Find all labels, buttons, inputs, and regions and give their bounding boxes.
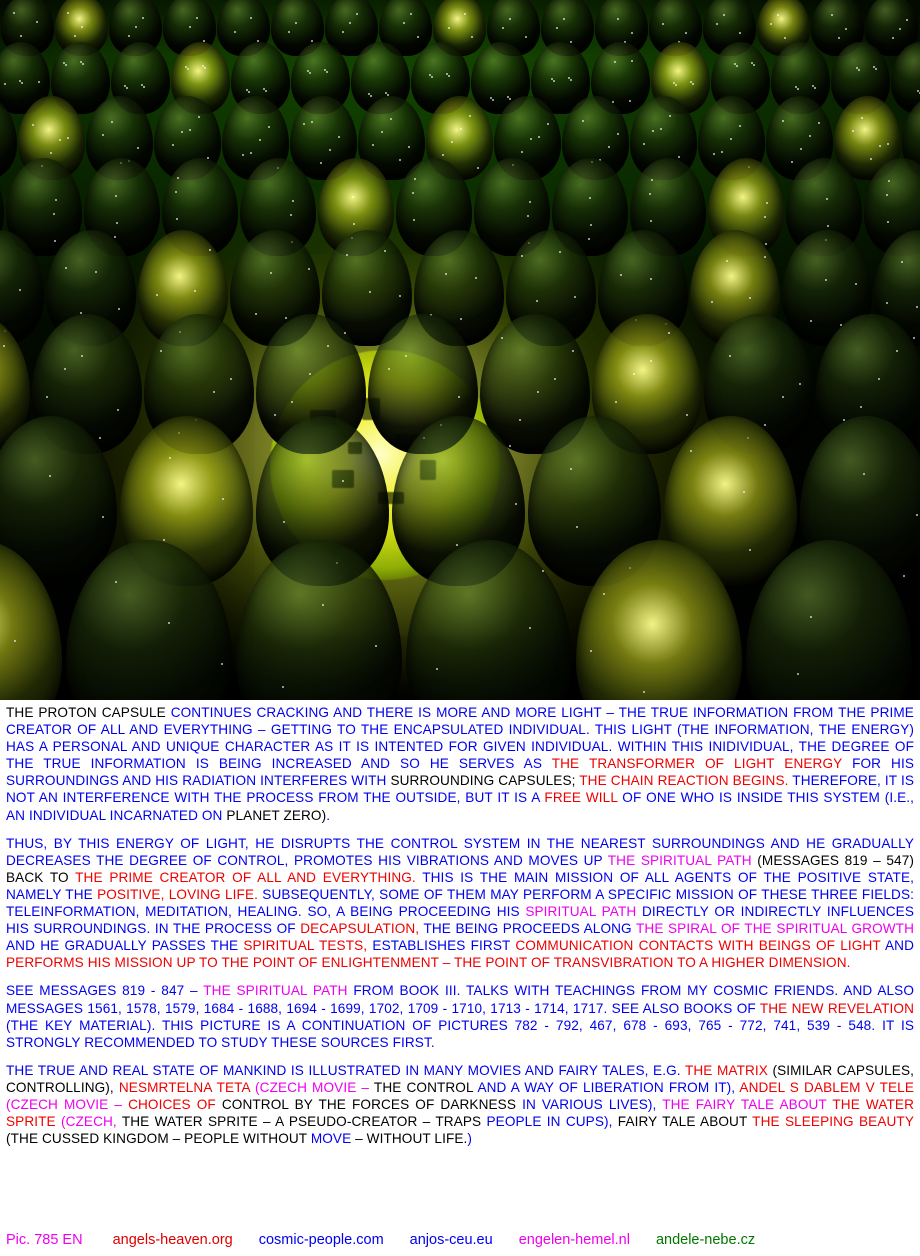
text-run: POSITIVE, LOVING LIFE. bbox=[97, 886, 258, 902]
text-run: ESTABLISHES FIRST bbox=[367, 938, 516, 954]
text-run: COMMUNICATION CONTACTS WITH BEINGS OF LIGHT bbox=[515, 938, 886, 954]
text-run: THE SLEEPING BEAUTY bbox=[752, 1114, 915, 1130]
text-run: PEOPLE IN CUPS), bbox=[486, 1114, 618, 1130]
footer-link[interactable]: andele-nebe.cz bbox=[655, 1232, 756, 1248]
text-run: THE BEING PROCEEDS ALONG bbox=[419, 921, 636, 937]
text-run: THE CONTROL bbox=[373, 1079, 478, 1095]
text-run: CHOICES OF bbox=[128, 1096, 222, 1112]
text-run: THE PROTON CAPSULE bbox=[6, 705, 171, 720]
text-run: (SIMILAR CAPSULES, CONTROLLING), bbox=[6, 1062, 914, 1095]
text-run: (MESSAGES 819 – 547) BACK TO bbox=[6, 852, 914, 885]
paragraph-1 bbox=[4, 704, 916, 824]
text-run: MOVE bbox=[310, 1131, 356, 1147]
text-run: AND HE GRADUALLY PASSES THE bbox=[6, 938, 244, 954]
text-run: SUBSEQUENTLY, SOME OF THEM MAY PERFORM A SPECIFIC MISSION OF THESE THREE FIELDS: TELEINFORMATION, MEDITATION, HEALING. SO, A BEING PROCEEDING HIS bbox=[6, 886, 914, 920]
text-run: PERFORMS HIS MISSION UP TO THE POINT OF ENLIGHTENMENT – THE POINT OF TRANSVIBRATION TO A HIGHER DIMENSION. bbox=[6, 955, 851, 971]
paragraph-4 bbox=[4, 1062, 916, 1147]
text-run: OF ONE WHO IS INSIDE THIS SYSTEM (I.E., AN INDIVIDUAL INCARNATED ON bbox=[6, 790, 915, 823]
text-run: THE NEW REVELATION bbox=[759, 1000, 914, 1016]
text-block bbox=[0, 700, 920, 1256]
text-run: DECAPSULATION, bbox=[300, 921, 420, 937]
footer-link[interactable]: cosmic-people.com bbox=[258, 1232, 384, 1248]
paragraph-3 bbox=[4, 982, 916, 1050]
paragraph-2 bbox=[4, 835, 916, 972]
text-run: – WITHOUT LIFE. bbox=[355, 1131, 468, 1147]
text-run: (THE CUSSED KINGDOM – PEOPLE WITHOUT bbox=[6, 1131, 311, 1147]
text-run: ANDEL S DABLEM V TELE bbox=[739, 1079, 914, 1095]
text-run: SURROUNDING CAPSULES; bbox=[386, 773, 580, 789]
text-run: AND A WAY OF LIBERATION FROM IT), bbox=[477, 1079, 740, 1095]
text-run: THE MATRIX bbox=[684, 1062, 773, 1078]
text-run: FREE WILL bbox=[544, 790, 623, 806]
text-run: FOR HIS SURROUNDINGS AND HIS RADIATION INTERFERES WITH bbox=[6, 756, 914, 789]
text-run: THUS, BY THIS ENERGY OF LIGHT, HE DISRUPTS THE CONTROL SYSTEM IN THE NEAREST SURROUNDINGS AND HE GRADUALLY DECREASES THE DEGREE OF CONTROL, PROMOTES HIS VIBRATIONS AND MOVES UP bbox=[6, 835, 914, 868]
text-run: AND bbox=[885, 938, 915, 954]
text-run: THE SPIRITUAL PATH bbox=[607, 852, 758, 868]
text-run: (CZECH MOVIE – bbox=[6, 1096, 129, 1112]
text-run: SEE MESSAGES 819 - 847 – bbox=[6, 983, 204, 999]
text-run: THIS IS THE MAIN MISSION OF ALL AGENTS OF THE POSITIVE STATE, NAMELY THE bbox=[6, 869, 914, 902]
text-run: THE TRANSFORMER OF LIGHT ENERGY bbox=[551, 756, 853, 772]
text-run: . bbox=[326, 807, 331, 823]
text-run: PLANET ZERO) bbox=[226, 807, 327, 823]
text-run: FAIRY TALE ABOUT bbox=[617, 1114, 753, 1130]
text-run: THE SPIRITUAL PATH bbox=[203, 983, 354, 999]
text-run: THE WATER SPRITE bbox=[6, 1096, 914, 1130]
text-run: SPIRITUAL PATH bbox=[525, 904, 642, 920]
text-run: (CZECH, bbox=[60, 1114, 122, 1130]
text-run: CONTINUES CRACKING AND THERE IS MORE AND MORE LIGHT – THE TRUE INFORMATION FROM THE PRIME CREATOR OF ALL AND EVERYTHING – GETTING TO THE ENCAPSULATED INDIVIDUAL. THIS LIGHT (THE INFORMATION, THE ENERGY) HAS A PERSONAL AND UNIQUE CHARACTER AS IT IS INTENTED FOR GIVEN INDIVIDUAL. WITHIN THIS INIDIVIDUAL, THE DEGREE OF THE TRUE INFORMATION IS BEING INCREASED AND SO HE SERVES AS bbox=[6, 705, 914, 772]
text-run: THE PRIME CREATOR OF ALL AND EVERYTHING. bbox=[75, 869, 416, 885]
footer-links-bar bbox=[0, 1232, 920, 1248]
text-run: THE SPIRAL OF THE SPIRITUAL GROWTH bbox=[636, 921, 914, 937]
text-run: CONTROL BY THE FORCES OF DARKNESS bbox=[221, 1096, 523, 1112]
footer-link[interactable]: angels-heaven.org bbox=[112, 1232, 233, 1248]
text-run: (CZECH MOVIE – bbox=[255, 1079, 374, 1095]
text-run: THEREFORE, IT IS NOT AN INTERFERENCE WITH THE PROCESS FROM THE OUTSIDE, BUT IT IS A bbox=[6, 773, 915, 806]
text-run: THE TRUE AND REAL STATE OF MANKIND IS ILLUSTRATED IN MANY MOVIES AND FAIRY TALES, E.G. bbox=[6, 1062, 685, 1078]
text-run: THE WATER SPRITE – A PSEUDO-CREATOR – TRAPS bbox=[121, 1114, 487, 1130]
text-run: FROM BOOK III. TALKS WITH TEACHINGS FROM MY COSMIC FRIENDS. AND ALSO MESSAGES 1561, 1578, 1579, 1684 - 1688, 1694 - 1699, 1702, 1709 - 1710, 1713 - 1714, 1717. SEE ALSO BOOKS OF bbox=[6, 983, 914, 1016]
footer-link[interactable]: anjos-ceu.eu bbox=[409, 1232, 493, 1248]
text-run: (THE KEY MATERIAL). THIS PICTURE IS A CONTINUATION OF PICTURES 782 - 792, 467, 678 - 693, 765 - 772, 741, 539 - 548. IT IS STRONGLY RECOMMENDED TO STUDY THESE SOURCES FIRST. bbox=[6, 1017, 914, 1050]
text-run: IN VARIOUS LIVES), bbox=[522, 1096, 663, 1112]
text-run: NESMRTELNA TETA bbox=[118, 1079, 256, 1095]
footer-link[interactable]: engelen-hemel.nl bbox=[518, 1232, 630, 1248]
text-run: ) bbox=[467, 1131, 473, 1147]
text-run: SPIRITUAL TESTS, bbox=[243, 938, 368, 954]
footer-links bbox=[87, 1232, 756, 1248]
picture-number-label: Pic. 785 EN bbox=[6, 1232, 83, 1248]
text-run: DIRECTLY OR INDIRECTLY INFLUENCES HIS SURROUNDINGS. IN THE PROCESS OF bbox=[6, 904, 914, 937]
text-run: THE CHAIN REACTION BEGINS. bbox=[579, 773, 789, 789]
text-run: THE FAIRY TALE ABOUT bbox=[662, 1096, 833, 1112]
